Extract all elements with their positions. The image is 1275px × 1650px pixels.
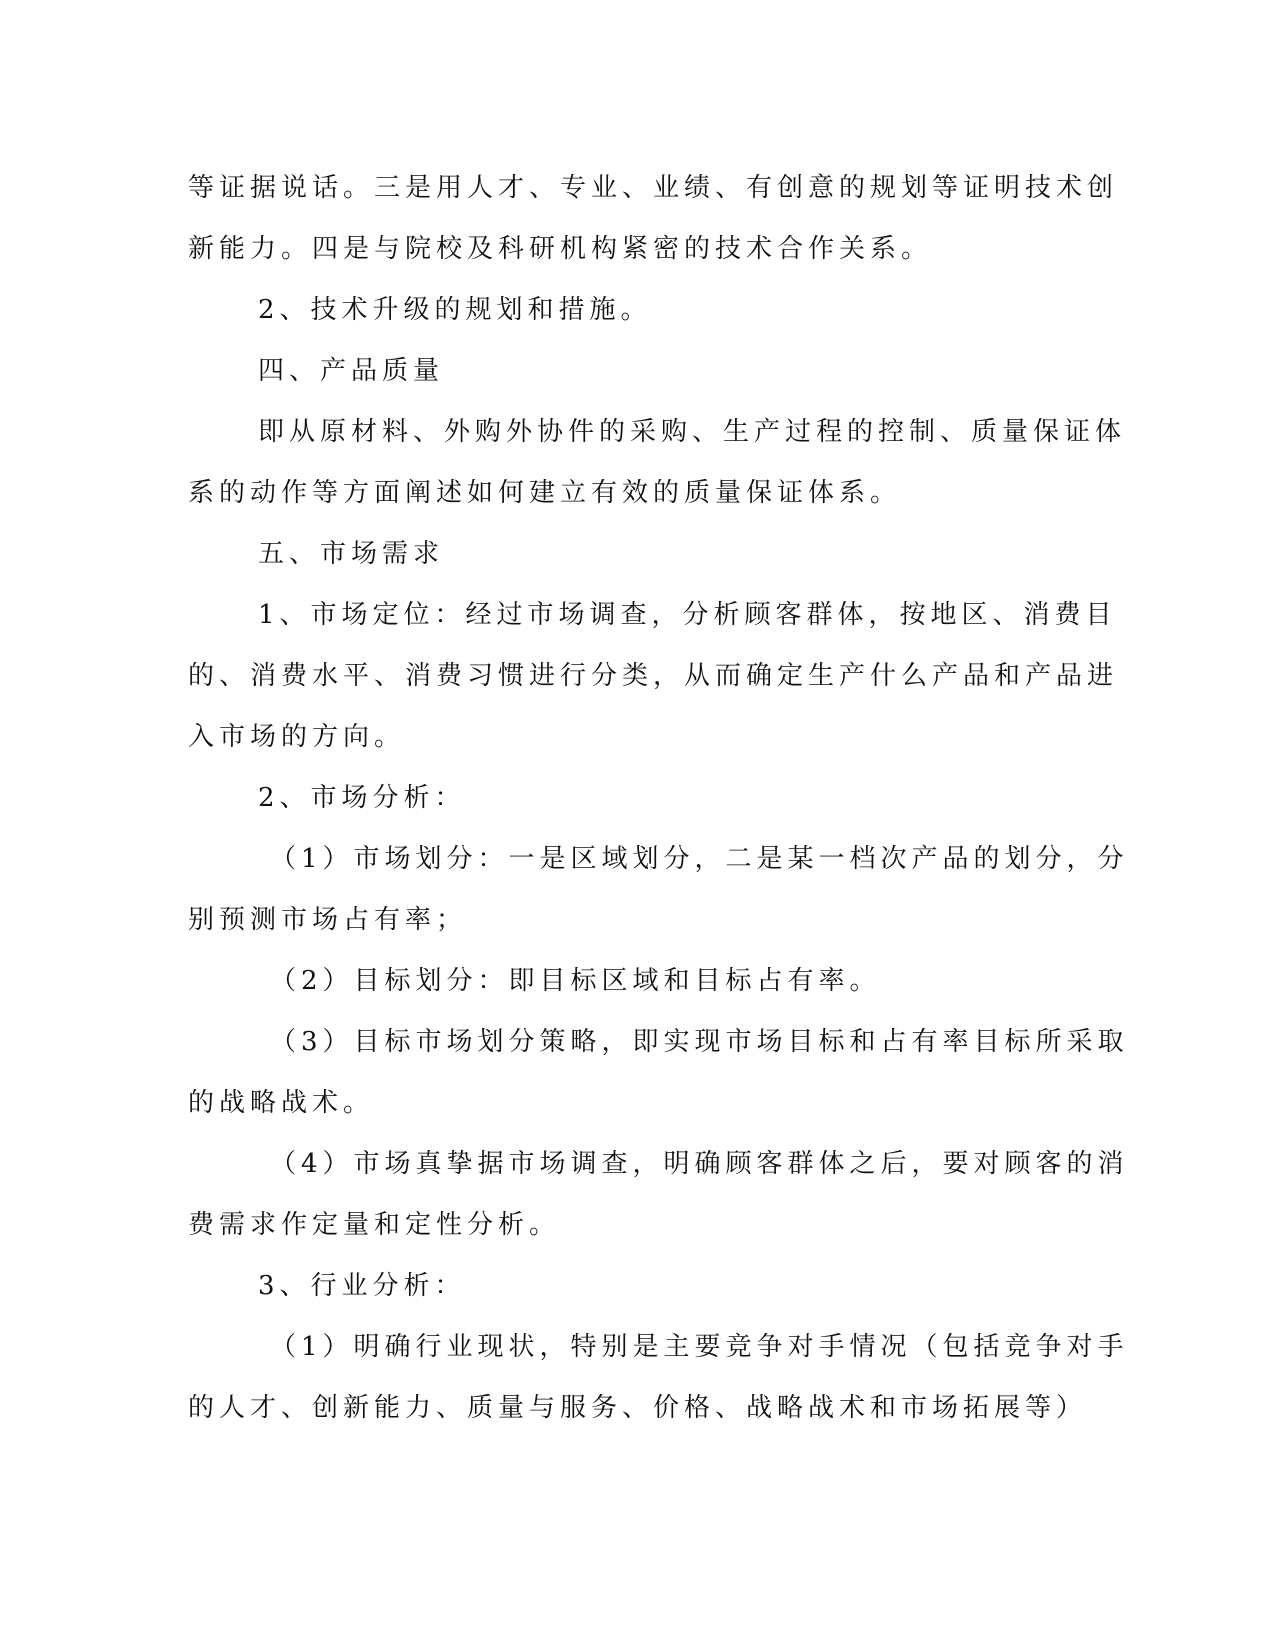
sub-item: （1）市场划分：一是区域划分，二是某一档次产品的划分，分	[270, 844, 1129, 874]
paragraph-line: 的人才、创新能力、质量与服务、价格、战略战术和市场拓展等）	[188, 1393, 1088, 1423]
paragraph-line: 即从原材料、外购外协件的采购、生产过程的控制、质量保证体	[258, 417, 1127, 447]
section-item: 2、市场分析：	[258, 783, 466, 813]
document-body	[188, 158, 1129, 1439]
sub-item: （1）明确行业现状，特别是主要竞争对手情况（包括竞争对手	[270, 1332, 1129, 1362]
sub-item: （2）目标划分：即目标区域和目标占有率。	[270, 966, 881, 996]
section-item: 1、市场定位：经过市场调查，分析顾客群体，按地区、消费目	[258, 600, 1117, 630]
paragraph-line: 新能力。四是与院校及科研机构紧密的技术合作关系。	[188, 234, 933, 264]
section-heading: 五、市场需求	[258, 539, 445, 569]
paragraph-line: 等证据说话。三是用人才、专业、业绩、有创意的规划等证明技术创	[188, 173, 1119, 203]
section-item: 2、技术升级的规划和措施。	[258, 295, 652, 325]
sub-item: （3）目标市场划分策略，即实现市场目标和占有率目标所采取	[270, 1027, 1129, 1057]
paragraph-line: 入市场的方向。	[188, 722, 406, 752]
sub-item: （4）市场真挚据市场调查，明确顾客群体之后，要对顾客的消	[270, 1149, 1129, 1179]
paragraph-line: 的、消费水平、消费习惯进行分类，从而确定生产什么产品和产品进	[188, 661, 1119, 691]
paragraph-line: 费需求作定量和定性分析。	[188, 1210, 561, 1240]
paragraph-line: 的战略战术。	[188, 1088, 375, 1118]
section-item: 3、行业分析：	[258, 1271, 466, 1301]
paragraph-line: 别预测市场占有率；	[188, 905, 468, 935]
section-heading: 四、产品质量	[258, 356, 445, 386]
paragraph-line: 系的动作等方面阐述如何建立有效的质量保证体系。	[188, 478, 902, 508]
